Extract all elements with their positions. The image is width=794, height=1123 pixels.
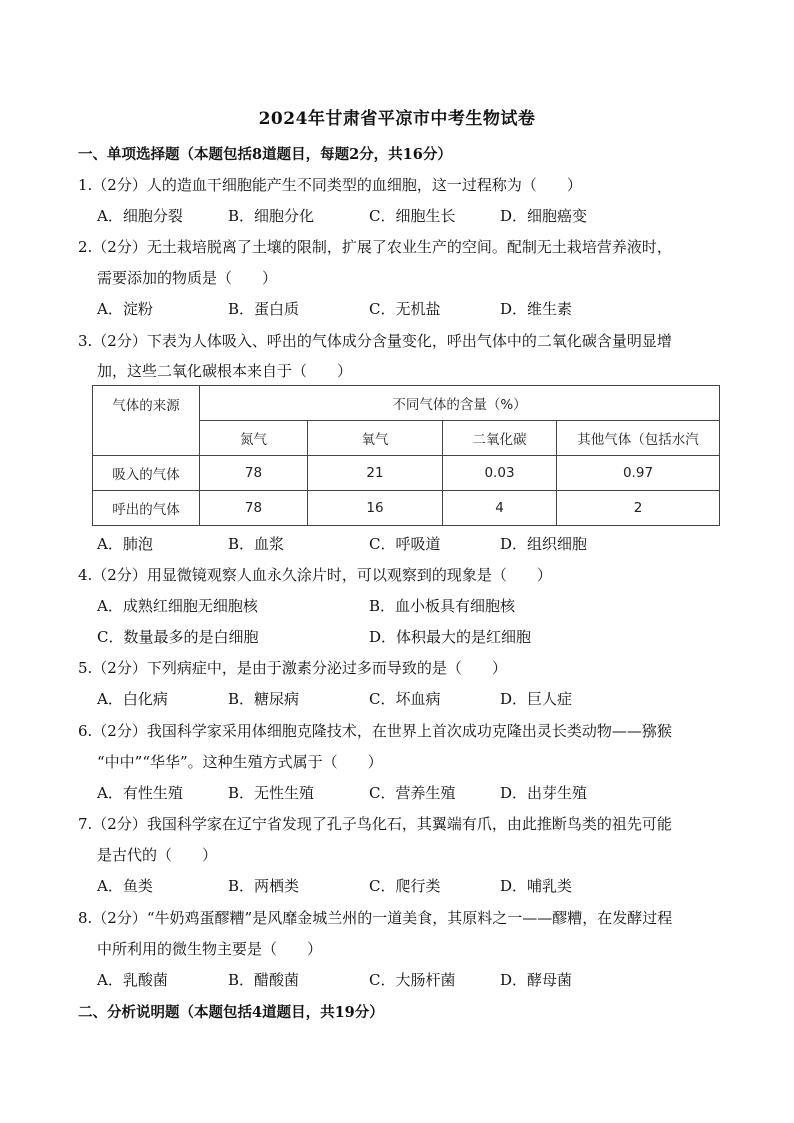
table-cell: 0.03 [443,456,557,491]
option-a: A．肺泡 [97,535,153,553]
gas-content-table [92,385,720,526]
option-d: D．酵母菌 [500,971,573,989]
option-c: C．数量最多的是白细胞 [97,628,259,646]
option-b: B．糖尿病 [228,690,300,708]
option-b: B．细胞分化 [228,207,315,225]
option-a: A．鱼类 [97,877,153,895]
table-row [93,491,720,526]
section-heading-1: 一、单项选择题（本题包括8道题目，每题2分，共16分） [78,146,452,163]
option-a: A．有性生殖 [97,784,183,802]
question-stem-continued: “中中”“华华”。这种生殖方式属于（ ） [97,753,383,771]
option-c: C．无机盐 [369,300,441,318]
question-stem: 8.（2分）“牛奶鸡蛋醪糟”是风靡金城兰州的一道美食，其原料之一——醪糟，在发酵过程 [78,909,673,927]
question-stem: 1.（2分）人的造血干细胞能产生不同类型的血细胞，这一过程称为（ ） [78,176,582,194]
question-stem: 5.（2分）下列病症中，是由于激素分泌过多而导致的是（ ） [78,659,507,677]
option-d: D．细胞癌变 [500,207,588,225]
option-b: B．无性生殖 [228,784,315,802]
option-a: A．淀粉 [97,300,153,318]
option-d: D．出芽生殖 [500,784,588,802]
option-d: D．巨人症 [500,690,573,708]
option-b: B．醋酸菌 [228,971,300,989]
option-c: C．呼吸道 [369,535,441,553]
option-c: C．大肠杆菌 [369,971,456,989]
option-d: D．维生素 [500,300,573,318]
table-cell: 4 [443,491,557,526]
column-header: 氧气 [308,421,443,456]
table-cell: 2 [557,491,720,526]
section-heading-2: 二、分析说明题（本题包括4道题目，共19分） [78,1004,384,1021]
option-c: C．细胞生长 [369,207,456,225]
column-header: 氮气 [200,421,308,456]
question-stem-continued: 需要添加的物质是（ ） [97,269,278,287]
page-title: 2024年甘肃省平凉市中考生物试卷 [258,109,536,129]
row-label: 吸入的气体 [93,456,200,491]
option-c: C．坏血病 [369,690,441,708]
table-header-row [93,386,720,421]
column-header: 其他气体（包括水汽 [557,421,720,456]
option-b: B．血浆 [228,535,285,553]
table-cell: 78 [200,456,308,491]
table-cell: 21 [308,456,443,491]
question-stem: 2.（2分）无土栽培脱离了土壤的限制，扩展了农业生产的空间。配制无土栽培营养液时， [78,238,672,256]
header-source: 气体的来源 [93,386,200,456]
option-a: A．成熟红细胞无细胞核 [97,597,258,615]
header-group: 不同气体的含量（%） [200,386,720,421]
option-b: B．血小板具有细胞核 [369,597,516,615]
question-stem: 3.（2分）下表为人体吸入、呼出的气体成分含量变化，呼出气体中的二氧化碳含量明显增 [78,332,672,350]
option-d: D．组织细胞 [500,535,588,553]
table-row [93,456,720,491]
table-cell: 0.97 [557,456,720,491]
option-a: A．乳酸菌 [97,971,168,989]
table-cell: 16 [308,491,443,526]
option-a: A．白化病 [97,690,168,708]
question-stem-continued: 加，这些二氧化碳根本来自于（ ） [97,362,353,380]
option-c: C．爬行类 [369,877,441,895]
option-d: D．哺乳类 [500,877,573,895]
question-stem: 4.（2分）用显微镜观察人血永久涂片时，可以观察到的现象是（ ） [78,566,552,584]
option-d: D．体积最大的是红细胞 [369,628,532,646]
question-stem-continued: 中所利用的微生物主要是（ ） [97,940,323,958]
option-a: A．细胞分裂 [97,207,183,225]
table-cell: 78 [200,491,308,526]
option-c: C．营养生殖 [369,784,456,802]
column-header: 二氧化碳 [443,421,557,456]
option-b: B．两栖类 [228,877,300,895]
row-label: 呼出的气体 [93,491,200,526]
option-b: B．蛋白质 [228,300,300,318]
question-stem: 6.（2分）我国科学家采用体细胞克隆技术，在世界上首次成功克隆出灵长类动物——猕猴 [78,722,672,740]
question-stem: 7.（2分）我国科学家在辽宁省发现了孔子鸟化石，其翼端有爪，由此推断鸟类的祖先可能 [78,815,672,833]
question-stem-continued: 是古代的（ ） [97,846,218,864]
